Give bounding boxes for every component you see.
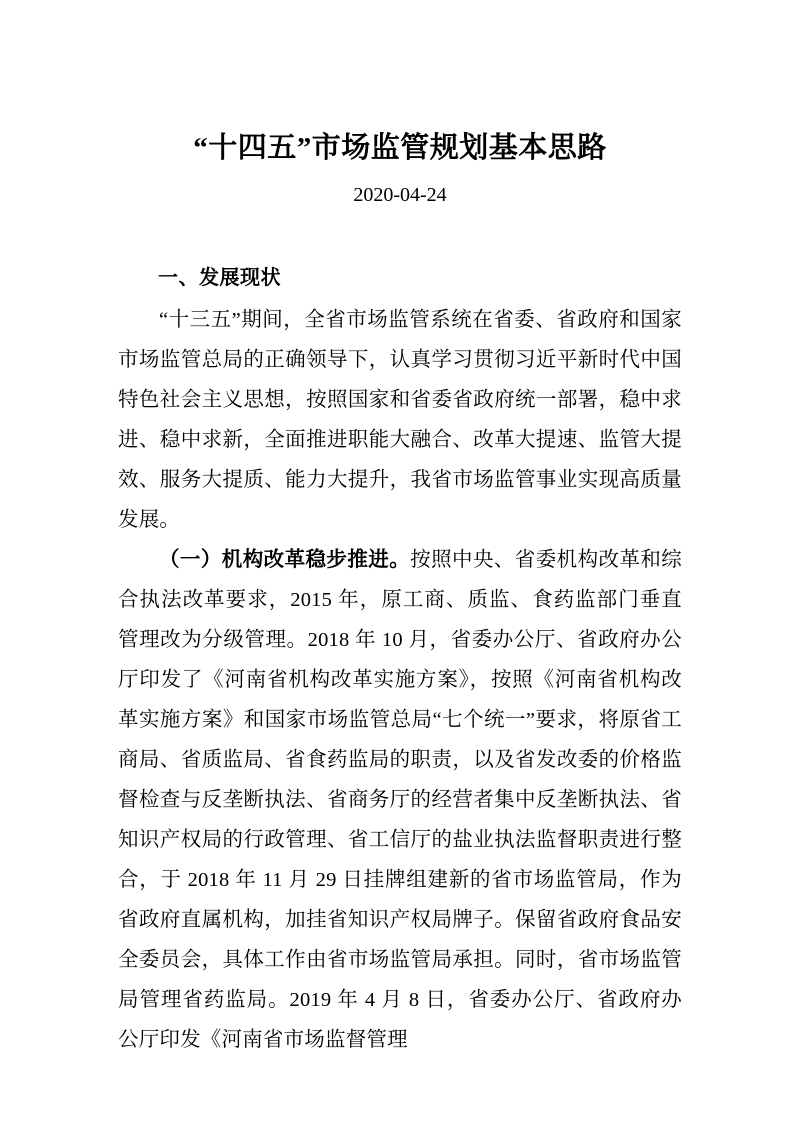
document-content-column bbox=[118, 0, 682, 1060]
paragraph-body-run: 按照中央、省委机构改革和综合执法改革要求，2015 年，原工商、质监、食药监部门垂直管理改为分级管理。2018 年 10 月，省委办公厅、省政府办公厅印发了《河南省机构改革实施方案》，按照《河南省机构改革实施方案》和国家市场监管总局“七个统一”要求，将原省工商局、省质监局、省食药监局的职责，以及省发改委的价格监督检查与反垄断执法、省商务厅的经营者集中反垄断执法、省知识产权局的行政管理、省工信厅的盐业执法监督职责进行整合，于 2018 年 11 月 29 日挂牌组建新的省市场监管局，作为省政府直属机构，加挂省知识产权局牌子。保留省政府食品安全委员会，具体工作由省市场监管局承担。同时，省市场监管局管理省药监局。2019 年 4 月 8 日，省委办公厅、省政府办公厅印发《河南省市场监督管理 bbox=[118, 549, 682, 1051]
paragraph-lead-run: （一）机构改革稳步推进。 bbox=[159, 549, 411, 571]
section-heading-development-status: 一、发展现状 bbox=[158, 267, 281, 289]
paragraph-overview: “十三五”期间，全省市场监管系统在省委、省政府和国家市场监管总局的正确领导下，认真学习贯彻习近平新时代中国特色社会主义思想，按照国家和省委省政府统一部署，稳中求进、稳中求新，全面推进职能大融合、改革大提速、监管大提效、服务大提质、能力大提升，我省市场监管事业实现高质量发展。 bbox=[118, 309, 682, 531]
page-title: “十四五”市场监管规划基本思路 bbox=[193, 132, 607, 164]
document-date: 2020-04-24 bbox=[353, 184, 447, 206]
paragraph-institutional-reform bbox=[118, 540, 682, 1060]
